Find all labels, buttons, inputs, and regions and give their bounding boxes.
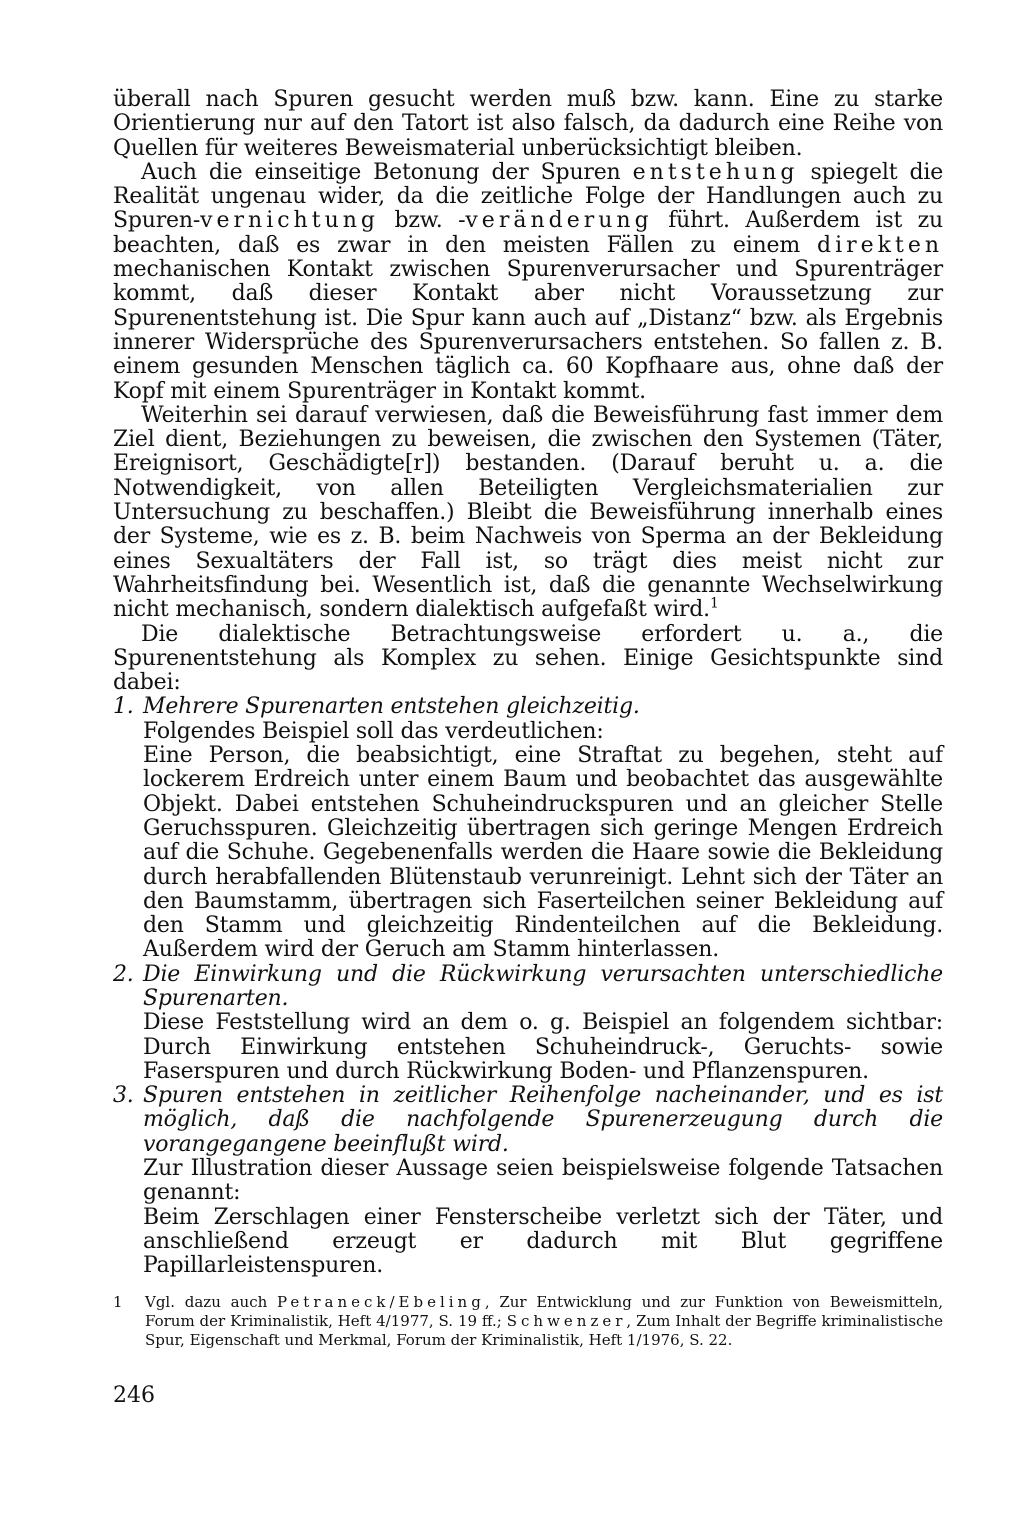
list-body: Zur Illustration dieser Aussage seien beispielsweise folgende Tatsachen genannt: bbox=[143, 1156, 943, 1206]
footnote-text bbox=[113, 1293, 943, 1350]
paragraph-4: Die dialektische Betrachtungsweise erfordert u. a., die Spurenentstehung als Komplex zu sehen. Einige Gesichtspunkte sind dabei: bbox=[113, 621, 943, 696]
paragraph-3 bbox=[113, 404, 943, 623]
list-item-1 bbox=[113, 695, 943, 962]
list-heading: Die Einwirkung und die Rückwirkung verursachten unterschiedliche Spurenarten. bbox=[143, 961, 943, 1011]
list-body: Diese Feststellung wird an dem o. g. Beispiel an folgendem sichtbar: Durch Einwirkung entstehen Schuheindruck-, Geruchts- sowie Faserspuren und durch Rückwirkung Boden- und Pflanzenspuren. bbox=[143, 1010, 943, 1084]
page-number: 246 bbox=[113, 1383, 155, 1408]
p2-spaced-veraenderung: veränderung bbox=[465, 208, 653, 234]
list-number: 2. bbox=[113, 961, 134, 987]
paragraph-2 bbox=[113, 161, 943, 404]
fn-author-1: Petraneck/Ebeling bbox=[277, 1293, 485, 1311]
list-body: Beim Zerschlagen einer Fensterscheibe verletzt sich der Täter, und anschließend erzeugt er dadurch mit Blut gegriffene Papillarleistenspuren. bbox=[143, 1204, 943, 1279]
fn-text-c: , Zum Inhalt der Begriffe kriminalistische Spur, Eigenschaft und Merkmal, Forum der Kriminalistik, Heft 1/1976, S. 22. bbox=[145, 1312, 943, 1349]
fn-text-a: Vgl. dazu auch bbox=[145, 1293, 268, 1311]
p2-spaced-vernichtung: vernichtung bbox=[200, 208, 379, 234]
fn-author-2: Schwenzer bbox=[506, 1312, 627, 1330]
body-text bbox=[113, 88, 943, 1279]
p2-spaced-entstehung: entstehung bbox=[632, 159, 799, 185]
footnote-number: 1 bbox=[113, 1293, 123, 1311]
list-number: 1. bbox=[113, 694, 134, 720]
list-item-3 bbox=[113, 1084, 943, 1278]
p3-text: Weiterhin sei darauf verwiesen, daß die Beweisführung fast immer dem Ziel dient, Beziehungen zu beweisen, die zwischen den Systemen (Täter, Ereignisort, Geschädigte[r]) bestanden. (Darauf beruht u. a. die Notwendigkeit, von allen Beteiligten Vergleichsmaterialien zur Untersuchung zu beschaffen.) Bleibt die Beweisführung innerhalb eines der Systeme, wie es z. B. beim Nachweis von Sperma an der Bekleidung eines Sexualtäters der Fall ist, so trägt dies meist nicht zur Wahrheitsfindung bei. Wesentlich ist, daß die genannte Wechselwirkung nicht mechanisch, sondern dialektisch aufgefaßt wird. bbox=[113, 402, 943, 623]
list-heading: Mehrere Spurenarten entstehen gleichzeitig. bbox=[143, 694, 640, 720]
list-heading: Spuren entstehen in zeitlicher Reihenfolge nacheinander, und es ist möglich, daß die nachfolgende Spurenerzeugung durch die vorangegangene beeinflußt wird. bbox=[143, 1083, 943, 1157]
p2-text-d: führt. Außerdem ist zu beachten, daß es zwar in den meisten Fällen zu einem bbox=[113, 208, 943, 258]
list-body: Folgendes Beispiel soll das verdeutlichen: bbox=[143, 718, 604, 744]
p2-text-b: spiegelt die Realität ungenau wider, da die zeitliche Folge der Handlungen auch zu Spuren- bbox=[113, 159, 944, 234]
list-number: 3. bbox=[113, 1083, 134, 1109]
list-body: Eine Person, die beabsichtigt, eine Straftat zu begehen, steht auf lockerem Erdreich unter einem Baum und beobachtet das ausgewählte Objekt. Dabei entstehen Schuheindruckspuren und an gleicher Stelle Geruchsspuren. Gleichzeitig übertragen sich geringe Mengen Erdreich auf die Schuhe. Gegebenenfalls werden die Haare sowie die Bekleidung durch herabfallenden Blütenstaub verunreinigt. Lehnt sich der Täter an den Baumstamm, übertragen sich Faserteilchen seiner Bekleidung auf den Stamm und gleichzeitig Rindenteilchen auf die Bekleidung. Außerdem wird der Geruch am Stamm hinterlassen. bbox=[143, 743, 943, 963]
p2-text-c: bzw. - bbox=[394, 208, 466, 234]
fn-text-b: , Zur Entwicklung und zur Funktion von Beweismitteln, Forum der Kriminalistik, Heft 4/1977, S. 19 ff.; bbox=[145, 1293, 943, 1330]
paragraph-1: überall nach Spuren gesucht werden muß bzw. kann. Eine zu starke Orientierung nur auf den Tatort ist also falsch, da dadurch eine Reihe von Quellen für weiteres Beweismaterial unberücksichtigt bleiben. bbox=[113, 87, 943, 161]
p2-spaced-direkten: direkten bbox=[817, 232, 944, 258]
list-item-2 bbox=[113, 963, 943, 1084]
p2-text-e: mechanischen Kontakt zwischen Spurenverursacher und Spurenträger kommt, daß dieser Kontakt aber nicht Voraussetzung zur Spurenentstehung ist. Die Spur kann auch auf „Distanz“ bzw. als Ergebnis innerer Widersprüche des Spurenverursachers entstehen. So fallen z. B. einem gesunden Menschen täglich ca. 60 Kopfhaare aus, ohne daß der Kopf mit einem Spurenträger in Kontakt kommt. bbox=[113, 257, 943, 404]
footnote bbox=[113, 1293, 943, 1350]
footnote-ref: 1 bbox=[709, 595, 719, 612]
p2-text-a: Auch die einseitige Betonung der Spuren bbox=[141, 159, 621, 185]
